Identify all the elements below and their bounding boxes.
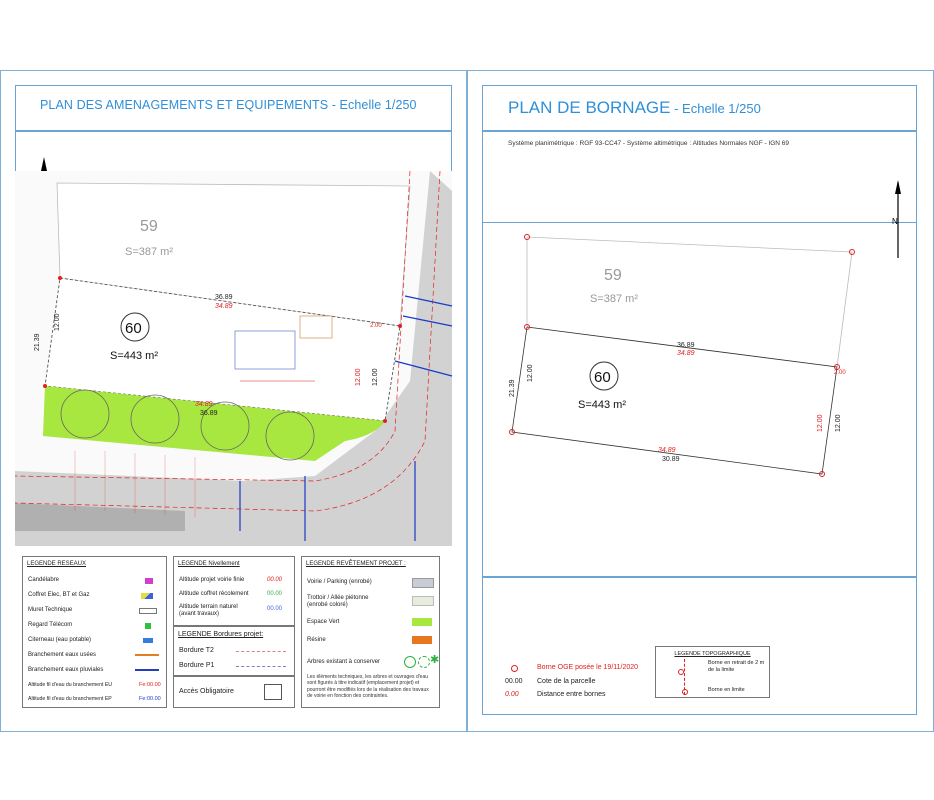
resine-swatch [412, 636, 432, 644]
bornage-plan [482, 217, 917, 577]
svg-text:12.00: 12.00 [355, 368, 362, 386]
legend-item: Bordure T2 [179, 647, 214, 654]
ep-branch-icon [135, 669, 159, 671]
borne-limite-icon [682, 689, 688, 695]
legend-topo-header: LEGENDE TOPOGRAPHIQUE [674, 651, 751, 657]
legend-revetement [301, 556, 440, 708]
voirie-swatch [412, 578, 434, 588]
legend-bordures [173, 626, 295, 676]
legend-nivellement [173, 556, 295, 626]
legend-topo-item: Borne en limite [708, 687, 745, 693]
legend-item: Espace Vert [307, 619, 340, 625]
svg-text:36.89: 36.89 [215, 294, 233, 301]
lot59-area: S=387 m² [125, 246, 173, 258]
legend-reseaux [22, 556, 167, 708]
lot60-number: 60 [125, 320, 142, 337]
legend-item: Coffret Elec, BT et Gaz [28, 592, 90, 598]
ep-value: Fe:00.00 [139, 696, 161, 702]
svg-text:30.89: 30.89 [662, 456, 680, 463]
legend-nivellement-header: LEGENDE Nivellement [178, 561, 240, 567]
tree-icon [418, 656, 430, 668]
legend-item: Candélabre [28, 577, 60, 583]
svg-text:2.00: 2.00 [370, 323, 382, 329]
eu-value: Fe:00.00 [139, 682, 161, 688]
north-label: N [892, 217, 898, 226]
lot60-number: 60 [594, 369, 611, 386]
muret-icon [139, 608, 157, 614]
svg-text:12.00: 12.00 [527, 364, 534, 382]
lot60-area: S=443 m² [578, 399, 626, 411]
lot59-number: 59 [604, 267, 622, 284]
revetement-note: Les éléments techniques, les arbres et ouvrages d'eau sont figurés à titre indicatif (emplacement projet) et pourront être modifiés lors de la réalisation des travaux de voirie en fonction des contraintes. [307, 674, 429, 699]
legend-revetement-header: LEGENDE REVÊTEMENT PROJET : [306, 561, 406, 567]
legend-bordures-header: LEGENDE Bordures projet: [178, 631, 264, 638]
coordinate-system: Système planimétrique : RGF 93-CC47 - Système altimétrique : Altitudes Normales NGF - IGN 69 [508, 140, 790, 147]
svg-text:34.89: 34.89 [677, 350, 695, 357]
legend-topo-item: Borne en retrait de 2 m de la limite [708, 660, 765, 673]
legend-reseaux-header: LEGENDE RESEAUX [27, 561, 87, 567]
legend-item: Branchement eaux pluviales [28, 667, 104, 673]
legend-item: Altitude fil d'eau du branchement EU [28, 682, 113, 688]
amenagement-plan [15, 131, 452, 546]
bordure-p1-line [236, 666, 286, 667]
svg-text:12.00: 12.00 [835, 414, 842, 432]
right-title-main: PLAN DE BORNAGE [508, 98, 671, 117]
legend-distance: Distance entre bornes [537, 691, 606, 698]
espace-vert-swatch [412, 618, 432, 626]
legend-item: Branchement eaux usées [28, 652, 97, 658]
left-sheet-title: PLAN DES AMENAGEMENTS ET EQUIPEMENTS - Echelle 1/250 [40, 98, 417, 112]
legend-cote-symbol: 00.00 [505, 678, 523, 685]
svg-text:2.00: 2.00 [834, 370, 846, 376]
svg-text:36.89: 36.89 [200, 410, 218, 417]
legend-item: Muret Technique [28, 607, 73, 613]
right-title-scale: - Echelle 1/250 [670, 101, 761, 116]
lot59-area: S=387 m² [590, 293, 638, 305]
legend-item: Bordure P1 [179, 662, 215, 669]
legend-item: Citerneau (eau potable) [28, 637, 92, 643]
svg-text:21.39: 21.39 [509, 379, 516, 397]
legend-acces [173, 676, 295, 708]
legend-cote: Cote de la parcelle [537, 678, 596, 685]
arbres-label: Arbres existant à conserver [307, 659, 381, 665]
citerneau-icon [143, 638, 153, 643]
star-icon: ✱ [430, 654, 440, 666]
acces-icon [264, 684, 282, 700]
svg-text:12.00: 12.00 [817, 414, 824, 432]
legend-item: Altitude projet voirie finie [179, 577, 245, 583]
borne-retrait-icon [678, 669, 684, 675]
acces-label: Accès Obligatoire [179, 688, 234, 695]
regard-icon [145, 623, 151, 629]
coffret-icon [141, 593, 153, 599]
trottoir-swatch [412, 596, 434, 606]
svg-text:34.89: 34.89 [658, 447, 676, 454]
right-sheet-title [508, 98, 761, 118]
tree-icon [404, 656, 416, 668]
lot60-area: S=443 m² [110, 350, 158, 362]
svg-text:21.39: 21.39 [34, 333, 41, 351]
eu-branch-icon [135, 654, 159, 656]
legend-item: Altitude coffret récolement [179, 591, 249, 597]
legend-item: Altitude fil d'eau du branchement EP [28, 696, 112, 702]
svg-text:36.89: 36.89 [677, 342, 695, 349]
legend-item: Résine [307, 637, 326, 643]
candelabre-icon [145, 578, 153, 584]
borne-oge-icon [511, 665, 518, 672]
bordure-t2-line [236, 651, 286, 652]
svg-text:34.89: 34.89 [215, 303, 233, 310]
legend-value: 00.00 [267, 591, 283, 597]
svg-text:34.89: 34.89 [195, 401, 213, 408]
svg-text:12.00: 12.00 [372, 368, 379, 386]
lot59-number: 59 [140, 218, 158, 235]
legend-item: Altitude terrain naturel (avant travaux) [179, 604, 238, 618]
legend-value: 00.00 [267, 577, 283, 583]
legend-item: Regard Télécom [28, 622, 73, 628]
svg-text:12.00: 12.00 [54, 313, 61, 331]
legend-item: Voirie / Parking (enrobé) [307, 579, 372, 585]
legend-value: 00.00 [267, 606, 283, 612]
legend-topographique [655, 646, 770, 698]
legend-distance-symbol: 0.00 [505, 691, 519, 698]
legend-borne-oge: Borne OGE posée le 19/11/2020 [537, 664, 639, 671]
legend-item: Trottoir / Allée piétonne (enrobé coloré) [307, 595, 369, 609]
